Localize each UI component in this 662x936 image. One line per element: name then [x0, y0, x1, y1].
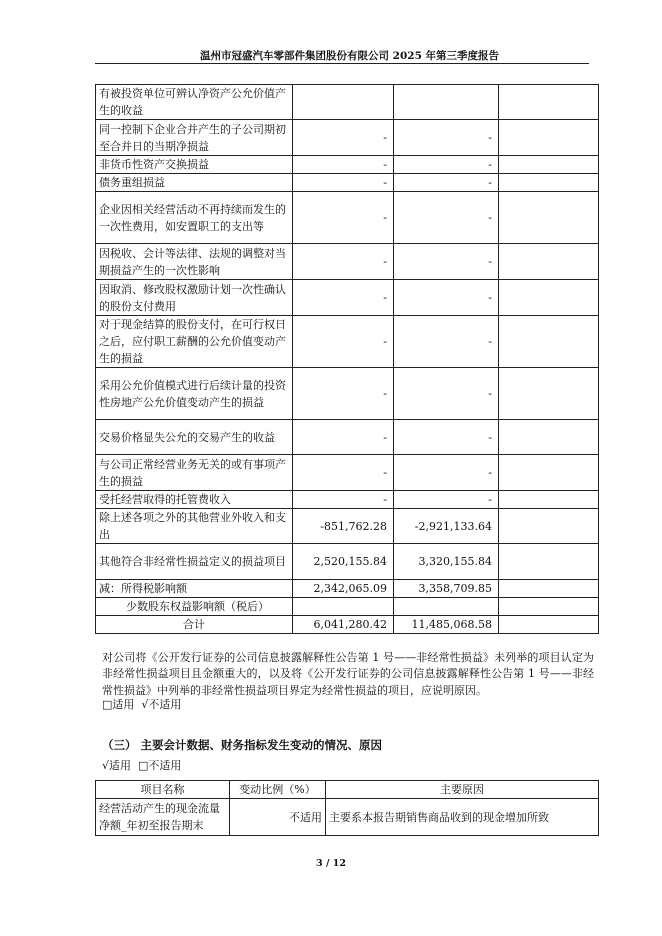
header-main-reason: 主要原因 [326, 781, 599, 799]
row-ytd: - [394, 455, 499, 491]
row-ytd [394, 85, 499, 120]
table-row [96, 120, 599, 156]
row-note [499, 616, 599, 634]
report-header-title: 温州市冠盛汽车零部件集团股份有限公司 2025 年第三季度报告 [200, 50, 500, 62]
row-item: 同一控制下企业合并产生的子公司期初至合并日的当期净损益 [96, 120, 293, 156]
row-ytd: - [394, 491, 499, 509]
row-item: 因取消、修改股权激励计划一次性确认的股份支付费用 [96, 280, 293, 316]
row-current: - [293, 316, 394, 368]
row-item: 对于现金结算的股份支付，在可行权日之后，应付职工薪酬的公允价值变动产生的损益 [96, 316, 293, 368]
row-item: 其他符合非经常性损益定义的损益项目 [96, 544, 293, 580]
row-note [499, 455, 599, 491]
table-row [96, 156, 599, 174]
row-current: - [293, 192, 394, 244]
row-ytd: - [394, 280, 499, 316]
header-divider [95, 63, 589, 64]
row-note [499, 598, 599, 616]
row-current: - [293, 491, 394, 509]
row-item: 因税收、会计等法律、法规的调整对当期损益产生的一次性影响 [96, 244, 293, 280]
row-item: 非货币性资产交换损益 [96, 156, 293, 174]
row-note [499, 509, 599, 544]
row-ytd [394, 598, 499, 616]
section-applicability [102, 757, 181, 773]
row-current: - [293, 368, 394, 420]
row-ytd: - [394, 368, 499, 420]
applicable-option: □适用 [102, 698, 135, 711]
table-row [96, 544, 599, 580]
row-current: 2,520,155.84 [293, 544, 394, 580]
row-ytd: -2,921,133.64 [394, 509, 499, 544]
row-note [499, 280, 599, 316]
table-row [96, 455, 599, 491]
note-paragraph: 对公司将《公开发行证券的公司信息披露解释性公告第 1 号——非经常性损益》未列举的项目认定为非经常性损益项目且金额重大的，以及将《公开发行证券的公司信息披露解释性公告第 1 号——非经常性损益》中列举的非经常性损益项目界定为经常性损益的项目，应说明原因。 [102, 651, 594, 697]
row-item-name: 经营活动产生的现金流量净额_年初至报告期末 [96, 799, 230, 836]
row-current: 6,041,280.42 [293, 616, 394, 634]
table-row [96, 598, 599, 616]
row-note [499, 120, 599, 156]
row-item: 债务重组损益 [96, 174, 293, 192]
row-ytd: - [394, 316, 499, 368]
row-ytd: 3,358,709.85 [394, 580, 499, 598]
row-note [499, 192, 599, 244]
header-item-name: 项目名称 [96, 781, 230, 799]
table-row [96, 244, 599, 280]
table-row [96, 509, 599, 544]
table-header-row [96, 781, 599, 799]
row-ytd: - [394, 120, 499, 156]
page-number: 3 / 12 [316, 858, 346, 869]
row-current [293, 598, 394, 616]
row-ytd: 11,485,068.58 [394, 616, 499, 634]
row-note [499, 580, 599, 598]
row-item: 与公司正常经营业务无关的或有事项产生的损益 [96, 455, 293, 491]
row-current: - [293, 280, 394, 316]
row-item: 少数股东权益影响额（税后） [96, 598, 293, 616]
row-note [499, 420, 599, 455]
row-ytd: - [394, 420, 499, 455]
applicable-option: √适用 [102, 759, 132, 772]
row-note [499, 174, 599, 192]
table-row [96, 316, 599, 368]
row-current: - [293, 244, 394, 280]
table-row [96, 192, 599, 244]
table-row [96, 799, 599, 836]
row-note [499, 156, 599, 174]
table-row [96, 420, 599, 455]
table-row [96, 85, 599, 120]
row-current: -851,762.28 [293, 509, 394, 544]
table-row [96, 491, 599, 509]
row-ytd: - [394, 192, 499, 244]
table-row [96, 280, 599, 316]
row-item: 受托经营取得的托管费收入 [96, 491, 293, 509]
row-current: - [293, 455, 394, 491]
row-item: 交易价格显失公允的交易产生的收益 [96, 420, 293, 455]
row-note [499, 544, 599, 580]
header-change-ratio: 变动比例（%） [230, 781, 326, 799]
row-note [499, 85, 599, 120]
row-current: - [293, 174, 394, 192]
row-item: 除上述各项之外的其他营业外收入和支出 [96, 509, 293, 544]
not-applicable-option: □不适用 [138, 759, 182, 772]
note-applicability [102, 696, 181, 712]
nonrecurring-gains-table [95, 84, 599, 634]
row-change-ratio: 不适用 [230, 799, 326, 836]
row-current: - [293, 420, 394, 455]
table-row-total [96, 616, 599, 634]
row-note [499, 244, 599, 280]
row-ytd: 3,320,155.84 [394, 544, 499, 580]
table-row [96, 580, 599, 598]
row-ytd: - [394, 244, 499, 280]
table-row [96, 368, 599, 420]
row-ytd: - [394, 156, 499, 174]
row-note [499, 368, 599, 420]
row-note [499, 491, 599, 509]
row-current: - [293, 156, 394, 174]
row-note [499, 316, 599, 368]
row-item: 企业因相关经营活动不再持续而发生的一次性费用，如安置职工的支出等 [96, 192, 293, 244]
table-row [96, 174, 599, 192]
row-item: 合计 [96, 616, 293, 634]
row-item: 减：所得税影响额 [96, 580, 293, 598]
row-current: - [293, 120, 394, 156]
row-ytd: - [394, 174, 499, 192]
row-main-reason: 主要系本报告期销售商品收到的现金增加所致 [326, 799, 599, 836]
row-item: 有被投资单位可辨认净资产公允价值产生的收益 [96, 85, 293, 120]
row-current [293, 85, 394, 120]
change-reasons-table [95, 780, 599, 836]
row-current: 2,342,065.09 [293, 580, 394, 598]
not-applicable-option: √不适用 [141, 698, 182, 711]
row-item: 采用公允价值模式进行后续计量的投资性房地产公允价值变动产生的损益 [96, 368, 293, 420]
section-title: （三） 主要会计数据、财务指标发生变动的情况、原因 [102, 738, 383, 752]
